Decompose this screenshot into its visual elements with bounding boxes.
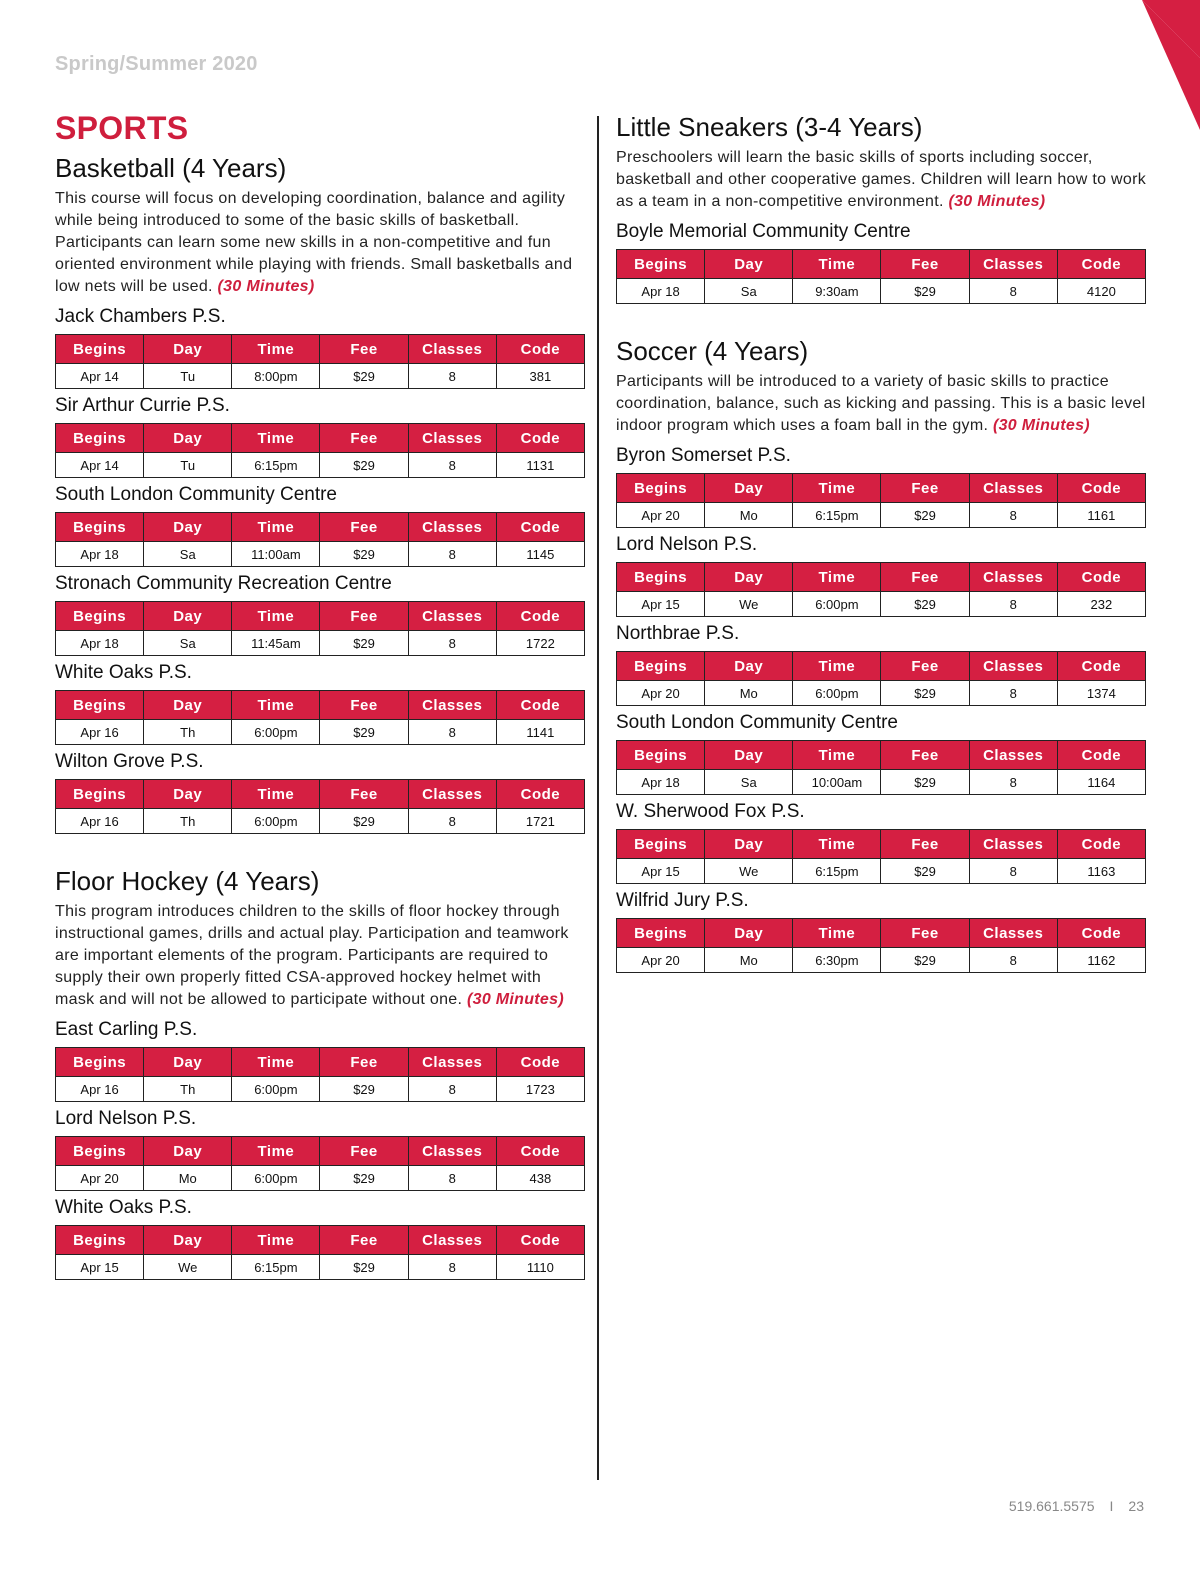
column-header: Classes	[408, 1226, 496, 1255]
table-cell: Mo	[144, 1166, 232, 1191]
column-header: Code	[1057, 741, 1145, 770]
page-footer	[1009, 1498, 1144, 1514]
column-header: Begins	[617, 474, 705, 503]
table-cell: Sa	[144, 542, 232, 567]
location-name: Wilfrid Jury P.S.	[616, 890, 749, 911]
column-header: Time	[793, 474, 881, 503]
column-header: Classes	[969, 741, 1057, 770]
column-header: Day	[144, 1226, 232, 1255]
table-cell: 1721	[496, 809, 584, 834]
table-cell: $29	[881, 681, 969, 706]
column-header: Code	[496, 1226, 584, 1255]
table-row	[56, 453, 585, 478]
table-cell: 8	[408, 720, 496, 745]
table-cell: 6:00pm	[232, 809, 320, 834]
table-cell: Apr 20	[617, 681, 705, 706]
location-name: South London Community Centre	[55, 484, 337, 505]
column-header: Day	[144, 780, 232, 809]
program-description	[55, 188, 585, 298]
column-header: Fee	[320, 424, 408, 453]
table-header-row	[56, 335, 585, 364]
table-cell: 8	[408, 1077, 496, 1102]
schedule-table	[616, 918, 1146, 973]
table-cell: $29	[881, 770, 969, 795]
column-header: Classes	[408, 513, 496, 542]
table-header-row	[617, 250, 1146, 279]
column-header: Day	[144, 1137, 232, 1166]
column-header: Fee	[881, 474, 969, 503]
column-header: Fee	[881, 250, 969, 279]
table-row	[617, 503, 1146, 528]
table-header-row	[617, 830, 1146, 859]
table-cell: Th	[144, 809, 232, 834]
table-header-row	[56, 1226, 585, 1255]
location-name: Wilton Grove P.S.	[55, 751, 204, 772]
table-cell: Apr 18	[56, 631, 144, 656]
description-text: This course will focus on developing coordination, balance and agility while being introduced to some of the basic skills of basketball. Participants can learn some new skills in a non-competitive and fun oriented environment while playing with friends. Small basketballs and low nets will be used.	[55, 190, 573, 295]
table-header-row	[617, 741, 1146, 770]
table-cell: 1161	[1057, 503, 1145, 528]
table-cell: $29	[320, 720, 408, 745]
column-header: Classes	[969, 474, 1057, 503]
table-cell: 6:15pm	[793, 859, 881, 884]
column-header: Classes	[408, 335, 496, 364]
table-cell: $29	[320, 1166, 408, 1191]
table-row	[617, 770, 1146, 795]
table-cell: 6:15pm	[793, 503, 881, 528]
table-cell: $29	[881, 592, 969, 617]
table-cell: Apr 16	[56, 809, 144, 834]
program-title: Soccer (4 Years)	[616, 336, 809, 366]
table-row	[617, 279, 1146, 304]
table-cell: 8	[408, 364, 496, 389]
table-cell: Sa	[705, 279, 793, 304]
column-header: Code	[496, 691, 584, 720]
column-header: Code	[496, 780, 584, 809]
program-title: Floor Hockey (4 Years)	[55, 866, 320, 896]
column-header: Fee	[881, 919, 969, 948]
table-cell: Apr 20	[617, 948, 705, 973]
table-cell: 1141	[496, 720, 584, 745]
table-cell: $29	[881, 279, 969, 304]
table-row	[617, 681, 1146, 706]
column-header: Time	[793, 652, 881, 681]
column-header: Day	[144, 602, 232, 631]
schedule-table	[616, 829, 1146, 884]
column-header: Fee	[320, 513, 408, 542]
column-header: Code	[496, 1137, 584, 1166]
column-header: Classes	[969, 563, 1057, 592]
table-cell: Apr 20	[617, 503, 705, 528]
column-header: Classes	[408, 780, 496, 809]
location-name: Northbrae P.S.	[616, 623, 740, 644]
table-row	[56, 1255, 585, 1280]
column-header: Time	[793, 830, 881, 859]
table-header-row	[617, 474, 1146, 503]
table-cell: 1145	[496, 542, 584, 567]
table-cell: $29	[881, 948, 969, 973]
column-header: Classes	[408, 1048, 496, 1077]
table-cell: 1162	[1057, 948, 1145, 973]
column-header: Begins	[617, 830, 705, 859]
column-header: Begins	[56, 513, 144, 542]
table-cell: $29	[320, 1077, 408, 1102]
table-cell: 11:00am	[232, 542, 320, 567]
schedule-table	[616, 473, 1146, 528]
column-header: Fee	[320, 1226, 408, 1255]
table-cell: 8	[408, 453, 496, 478]
column-header: Classes	[408, 1137, 496, 1166]
table-cell: 8	[408, 809, 496, 834]
column-header: Fee	[881, 652, 969, 681]
column-header: Code	[496, 513, 584, 542]
duration-label: (30 Minutes)	[992, 417, 1090, 434]
column-header: Time	[793, 741, 881, 770]
table-cell: Tu	[144, 453, 232, 478]
column-header: Day	[705, 741, 793, 770]
table-cell: $29	[320, 542, 408, 567]
column-header: Time	[793, 919, 881, 948]
column-header: Code	[1057, 652, 1145, 681]
location-name: W. Sherwood Fox P.S.	[616, 801, 805, 822]
table-header-row	[617, 563, 1146, 592]
table-cell: 8:00pm	[232, 364, 320, 389]
table-cell: Sa	[705, 770, 793, 795]
program-gap	[55, 840, 585, 866]
column-header: Time	[232, 335, 320, 364]
column-header: Classes	[408, 691, 496, 720]
table-header-row	[56, 602, 585, 631]
table-row	[617, 948, 1146, 973]
table-cell: 381	[496, 364, 584, 389]
column-header: Day	[144, 1048, 232, 1077]
table-cell: Apr 15	[617, 859, 705, 884]
table-cell: 6:00pm	[232, 1166, 320, 1191]
location-name: White Oaks P.S.	[55, 662, 192, 683]
column-header: Begins	[56, 335, 144, 364]
left-column	[55, 110, 585, 1286]
column-header: Time	[793, 250, 881, 279]
column-header: Code	[1057, 563, 1145, 592]
location-name: East Carling P.S.	[55, 1019, 198, 1040]
column-header: Time	[232, 424, 320, 453]
table-cell: 4120	[1057, 279, 1145, 304]
column-header: Begins	[56, 1137, 144, 1166]
table-row	[56, 1166, 585, 1191]
phone-number: 519.661.5575	[1008, 1498, 1095, 1514]
location-name: Sir Arthur Currie P.S.	[55, 395, 230, 416]
description-text: Participants will be introduced to a variety of basic skills to practice coordination, balance, such as kicking and passing. This is a basic level indoor program which uses a foam ball in the gym.	[616, 373, 1146, 434]
table-cell: 8	[408, 1255, 496, 1280]
location-name: Lord Nelson P.S.	[616, 534, 758, 555]
column-header: Fee	[320, 1137, 408, 1166]
column-header: Code	[496, 424, 584, 453]
table-cell: 6:00pm	[793, 592, 881, 617]
table-row	[56, 1077, 585, 1102]
table-row	[617, 859, 1146, 884]
location-name: Jack Chambers P.S.	[55, 306, 226, 327]
location-name: Boyle Memorial Community Centre	[616, 221, 911, 242]
table-cell: Apr 20	[56, 1166, 144, 1191]
table-header-row	[617, 919, 1146, 948]
column-header: Fee	[881, 741, 969, 770]
column-header: Code	[1057, 919, 1145, 948]
column-header: Fee	[320, 602, 408, 631]
footer-separator: I	[1109, 1498, 1114, 1514]
table-cell: 8	[408, 542, 496, 567]
schedule-table	[55, 423, 585, 478]
table-cell: 1164	[1057, 770, 1145, 795]
column-header: Day	[705, 652, 793, 681]
table-cell: 232	[1057, 592, 1145, 617]
column-header: Fee	[320, 691, 408, 720]
program-description	[616, 371, 1146, 437]
location-name: Lord Nelson P.S.	[55, 1108, 197, 1129]
table-cell: 1131	[496, 453, 584, 478]
column-divider	[597, 116, 599, 1480]
column-header: Code	[496, 602, 584, 631]
table-cell: Mo	[705, 503, 793, 528]
table-cell: 6:00pm	[232, 1077, 320, 1102]
column-header: Time	[232, 691, 320, 720]
schedule-table	[55, 512, 585, 567]
column-header: Begins	[617, 741, 705, 770]
table-cell: 8	[408, 1166, 496, 1191]
table-cell: Tu	[144, 364, 232, 389]
duration-label: (30 Minutes)	[467, 991, 564, 1008]
location-name: White Oaks P.S.	[55, 1197, 192, 1218]
table-cell: 8	[969, 948, 1057, 973]
schedule-table	[55, 1136, 585, 1191]
table-cell: 9:30am	[793, 279, 881, 304]
duration-label: (30 Minutes)	[948, 193, 1046, 210]
column-header: Code	[496, 1048, 584, 1077]
page-number: 23	[1128, 1498, 1144, 1514]
column-header: Code	[496, 335, 584, 364]
table-cell: 6:00pm	[793, 681, 881, 706]
program-title: Little Sneakers (3-4 Years)	[616, 112, 923, 142]
schedule-table	[616, 651, 1146, 706]
table-cell: Th	[144, 720, 232, 745]
table-cell: 1110	[496, 1255, 584, 1280]
column-header: Begins	[617, 652, 705, 681]
table-cell: 8	[969, 503, 1057, 528]
table-header-row	[56, 1048, 585, 1077]
program-description	[55, 901, 585, 1011]
season-label: Spring/Summer 2020	[55, 53, 258, 75]
column-header: Code	[1057, 474, 1145, 503]
column-header: Time	[232, 1226, 320, 1255]
column-header: Classes	[969, 830, 1057, 859]
description-text: This program introduces children to the skills of floor hockey through instructional games, drills and actual play. Participation and teamwork are important elements of the program. Participants are required to supply their own properly fitted CSA-approved hockey helmet with mask and will not be allowed to participate without one.	[55, 903, 569, 1008]
column-header: Begins	[56, 1226, 144, 1255]
table-cell: 1723	[496, 1077, 584, 1102]
program-title: Basketball (4 Years)	[55, 153, 287, 183]
table-header-row	[56, 424, 585, 453]
schedule-table	[55, 1047, 585, 1102]
column-header: Day	[705, 919, 793, 948]
column-header: Fee	[881, 830, 969, 859]
table-cell: 8	[408, 631, 496, 656]
table-cell: 8	[969, 859, 1057, 884]
table-cell: 1722	[496, 631, 584, 656]
column-header: Time	[232, 513, 320, 542]
table-row	[56, 720, 585, 745]
table-cell: 438	[496, 1166, 584, 1191]
column-header: Day	[144, 513, 232, 542]
section-title: SPORTS	[55, 110, 189, 146]
table-cell: 8	[969, 770, 1057, 795]
table-cell: $29	[320, 1255, 408, 1280]
column-header: Begins	[56, 691, 144, 720]
column-header: Begins	[617, 919, 705, 948]
schedule-table	[616, 249, 1146, 304]
schedule-table	[55, 690, 585, 745]
column-header: Time	[793, 563, 881, 592]
table-cell: $29	[320, 364, 408, 389]
table-cell: Apr 15	[617, 592, 705, 617]
column-header: Begins	[56, 424, 144, 453]
location-name: South London Community Centre	[616, 712, 898, 733]
column-header: Day	[705, 563, 793, 592]
table-row	[56, 542, 585, 567]
column-header: Classes	[408, 602, 496, 631]
table-row	[56, 364, 585, 389]
table-cell: 8	[969, 681, 1057, 706]
column-header: Begins	[56, 1048, 144, 1077]
duration-label: (30 Minutes)	[217, 278, 315, 295]
table-cell: Mo	[705, 681, 793, 706]
column-header: Time	[232, 780, 320, 809]
program-gap	[616, 310, 1146, 336]
table-cell: We	[705, 592, 793, 617]
location-name: Stronach Community Recreation Centre	[55, 573, 392, 594]
column-header: Day	[705, 250, 793, 279]
schedule-table	[55, 1225, 585, 1280]
table-cell: Mo	[705, 948, 793, 973]
table-cell: Apr 15	[56, 1255, 144, 1280]
column-header: Code	[1057, 830, 1145, 859]
table-cell: 6:30pm	[793, 948, 881, 973]
table-cell: Apr 14	[56, 364, 144, 389]
table-cell: 11:45am	[232, 631, 320, 656]
table-cell: 6:15pm	[232, 453, 320, 478]
table-cell: Apr 18	[617, 279, 705, 304]
table-header-row	[56, 780, 585, 809]
column-header: Day	[144, 424, 232, 453]
location-name: Byron Somerset P.S.	[616, 445, 791, 466]
table-row	[617, 592, 1146, 617]
table-row	[56, 809, 585, 834]
table-cell: We	[705, 859, 793, 884]
table-cell: Apr 14	[56, 453, 144, 478]
table-cell: Th	[144, 1077, 232, 1102]
schedule-table	[55, 601, 585, 656]
table-cell: We	[144, 1255, 232, 1280]
table-cell: $29	[320, 631, 408, 656]
table-cell: 1374	[1057, 681, 1145, 706]
column-header: Day	[144, 335, 232, 364]
column-header: Begins	[56, 780, 144, 809]
table-cell: Apr 18	[56, 542, 144, 567]
column-header: Begins	[617, 563, 705, 592]
table-cell: Apr 16	[56, 1077, 144, 1102]
schedule-table	[55, 779, 585, 834]
schedule-table	[616, 562, 1146, 617]
column-header: Code	[1057, 250, 1145, 279]
column-header: Fee	[320, 780, 408, 809]
column-header: Time	[232, 1137, 320, 1166]
table-header-row	[56, 513, 585, 542]
corner-accent	[1070, 0, 1200, 130]
column-header: Classes	[969, 919, 1057, 948]
table-cell: Apr 16	[56, 720, 144, 745]
table-header-row	[617, 652, 1146, 681]
table-row	[56, 631, 585, 656]
right-column	[616, 112, 1146, 979]
table-cell: 1163	[1057, 859, 1145, 884]
table-cell: 8	[969, 592, 1057, 617]
column-header: Time	[232, 1048, 320, 1077]
table-cell: $29	[320, 809, 408, 834]
table-cell: 10:00am	[793, 770, 881, 795]
table-cell: 6:00pm	[232, 720, 320, 745]
schedule-table	[616, 740, 1146, 795]
column-header: Begins	[56, 602, 144, 631]
table-cell: $29	[881, 859, 969, 884]
table-cell: $29	[881, 503, 969, 528]
column-header: Day	[705, 830, 793, 859]
column-header: Day	[705, 474, 793, 503]
table-cell: Apr 18	[617, 770, 705, 795]
description-text: Preschoolers will learn the basic skills of sports including soccer, basketball and other cooperative games. Children will learn how to work as a team in a non-competitive environment.	[616, 149, 1147, 210]
program-description	[616, 147, 1146, 213]
column-header: Classes	[408, 424, 496, 453]
table-cell: 8	[969, 279, 1057, 304]
column-header: Classes	[969, 250, 1057, 279]
table-cell: $29	[320, 453, 408, 478]
column-header: Day	[144, 691, 232, 720]
table-header-row	[56, 1137, 585, 1166]
column-header: Begins	[617, 250, 705, 279]
column-header: Fee	[881, 563, 969, 592]
table-header-row	[56, 691, 585, 720]
column-header: Fee	[320, 335, 408, 364]
schedule-table	[55, 334, 585, 389]
column-header: Time	[232, 602, 320, 631]
column-header: Classes	[969, 652, 1057, 681]
column-header: Fee	[320, 1048, 408, 1077]
table-cell: 6:15pm	[232, 1255, 320, 1280]
table-cell: Sa	[144, 631, 232, 656]
